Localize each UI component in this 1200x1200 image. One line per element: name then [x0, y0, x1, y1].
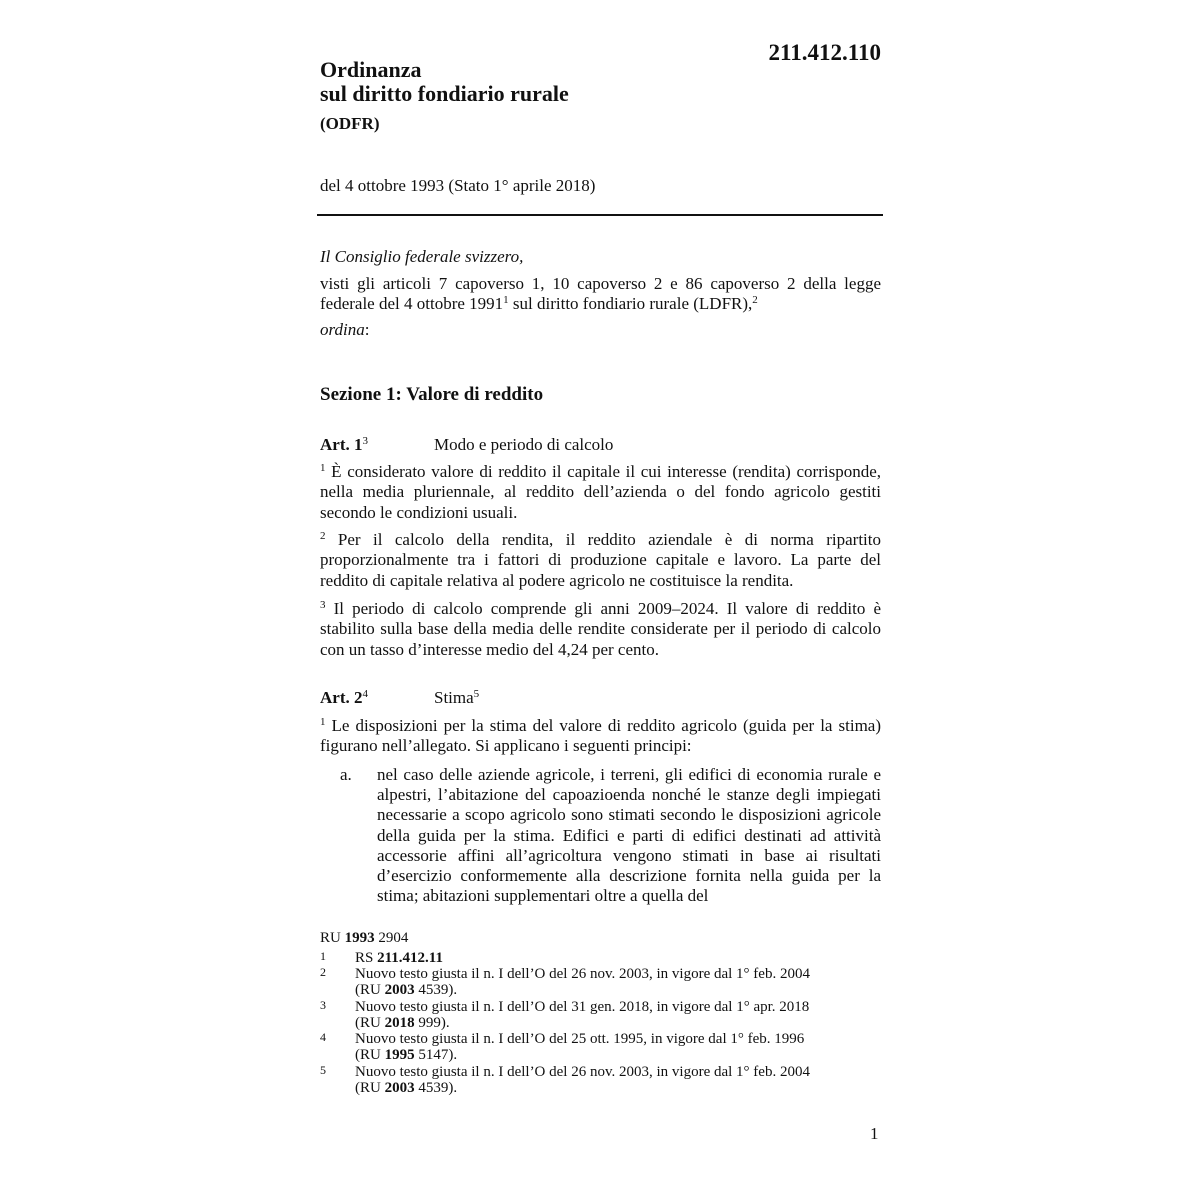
footnote-text-bold: 2003 [384, 982, 415, 998]
art-1-paragraph-2 [320, 530, 881, 591]
footnote-text-pre: (RU [355, 1080, 385, 1096]
art-2-p1-number: 1 [320, 716, 326, 728]
title-line-1: Ordinanza [320, 57, 422, 82]
footnote-text-post: 4539). [414, 982, 458, 998]
footnote-source-page: 2904 [374, 930, 409, 946]
art-1-p2-number: 2 [320, 530, 326, 542]
art-1-p3-number: 3 [320, 599, 326, 611]
footnote-source [320, 930, 408, 947]
art-2-paragraph-1 [320, 716, 881, 757]
footnote-number: 4 [320, 1030, 326, 1044]
ordina-colon: : [364, 320, 370, 339]
list-item-a-marker: a. [340, 765, 352, 784]
art-2-title [434, 688, 479, 708]
footnote-number: 2 [320, 965, 326, 979]
footnote-source-year: 1993 [344, 930, 375, 946]
header-divider [317, 214, 883, 216]
preamble-visti-text-1: visti gli articoli 7 capoverso 1, 10 capoverso 2 e 86 capoverso 2 della legge federale del 4 ottobre 1991 [320, 274, 881, 314]
art-1-label [320, 435, 368, 455]
footnote-3-line-1: Nuovo testo giusta il n. I dell’O del 31 gen. 2018, in vigore dal 1° apr. 2018 [355, 999, 810, 1015]
section-1-heading: Sezione 1: Valore di reddito [320, 384, 544, 405]
preamble-visti-text-2: sul diritto fondiario rurale (LDFR), [508, 294, 753, 314]
footnote-text-bold: 2018 [384, 1015, 415, 1031]
art-2-label [320, 688, 368, 708]
footnote-2-line-1: Nuovo testo giusta il n. I dell’O del 26 nov. 2003, in vigore dal 1° feb. 2004 [355, 966, 810, 982]
footnote-number: 5 [320, 1063, 326, 1077]
art-1-p1-number: 1 [320, 462, 326, 474]
footnote-text-pre: (RU [355, 1047, 385, 1063]
preamble-authority: Il Consiglio federale svizzero, [320, 247, 524, 266]
footnote-text-post: 999). [414, 1015, 450, 1031]
art-1-label-text: Art. 1 [320, 435, 363, 454]
art-1-title: Modo e periodo di calcolo [434, 435, 614, 454]
art-1-p2-text: Per il calcolo della rendita, il reddito aziendale è di norma ripartito proporzionalmente tra i fattori di produzione capitale e lavoro. La parte del reddito di capitale relativa al podere agricolo ne costituisce la rendita. [320, 530, 881, 590]
page-number: 1 [870, 1124, 879, 1143]
ordina-word: ordina [320, 320, 365, 339]
footnote-1-text [355, 951, 443, 966]
title-abbreviation: (ODFR) [320, 114, 380, 133]
footnote-3-line-2 [355, 1016, 450, 1031]
footnote-4-line-2 [355, 1048, 457, 1063]
art-1-p3-text: Il periodo di calcolo comprende gli anni 2009–2024. Il valore di reddito è stabilito sulla base della media delle rendite considerate per il periodo di calcolo con un tasso d’interesse medio del 4,24 per cento. [320, 599, 881, 659]
footnote-ref-3[interactable]: 3 [362, 435, 368, 447]
footnote-4-line-1: Nuovo testo giusta il n. I dell’O del 25 ott. 1995, in vigore dal 1° feb. 1996 [355, 1031, 805, 1047]
document-number: 211.412.110 [768, 40, 881, 65]
footnote-2-line-2 [355, 983, 457, 998]
footnote-ref-1[interactable]: 1 [503, 294, 509, 307]
list-item-a-text: nel caso delle aziende agricole, i terreni, gli edifici di economia rurale e alpestri, l’abitazione del capoazioenda nonché le stanze degli impiegati necessarie a scopo agricolo sono stimati secondo le disposizioni agricole della guida per la stima. Edifici e parti di edifici destinati ad attività accessorie affini all’agricoltura vengono stimati in base ai risultati d’esercizio conformemente alla descrizione fornita nella guida per la stima; abitazioni supplementari oltre a quella del [377, 765, 881, 906]
footnote-5-line-1: Nuovo testo giusta il n. I dell’O del 26 nov. 2003, in vigore dal 1° feb. 2004 [355, 1064, 810, 1080]
footnote-source-prefix: RU [320, 930, 345, 946]
footnote-ref-5[interactable]: 5 [473, 688, 480, 700]
footnote-ref-2[interactable]: 2 [752, 294, 758, 307]
art-1-paragraph-3 [320, 599, 881, 660]
art-2-label-text: Art. 2 [320, 688, 363, 707]
footnote-number: 3 [320, 998, 326, 1012]
date-line: del 4 ottobre 1993 (Stato 1° aprile 2018) [320, 176, 596, 195]
preamble-ordina [320, 320, 881, 340]
footnote-text-bold: 2003 [384, 1080, 415, 1096]
title-line-2: sul diritto fondiario rurale [320, 81, 569, 106]
footnote-text-pre: (RU [355, 982, 385, 998]
footnote-text-pre: RS [355, 950, 378, 966]
footnote-text-pre: (RU [355, 1015, 385, 1031]
footnote-5-line-2 [355, 1081, 457, 1096]
footnote-ref-4[interactable]: 4 [362, 688, 368, 700]
footnote-text-post: 5147). [414, 1047, 458, 1063]
footnote-number: 1 [320, 949, 326, 963]
footnote-text-bold: 1995 [384, 1047, 415, 1063]
footnote-text-bold: 211.412.11 [377, 950, 443, 966]
art-2-p1-text: Le disposizioni per la stima del valore di reddito agricolo (guida per la stima) figurano nell’allegato. Si applicano i seguenti principi: [320, 716, 881, 756]
art-1-paragraph-1 [320, 462, 881, 523]
art-2-title-text: Stima [434, 688, 474, 707]
preamble-visti [320, 274, 881, 315]
footnote-text-post: 4539). [414, 1080, 458, 1096]
art-1-p1-text: È considerato valore di reddito il capitale il cui interesse (rendita) corrisponde, nella media pluriennale, al reddito dell’azienda o del fondo agricolo gestiti secondo le condizioni usuali. [320, 462, 881, 522]
